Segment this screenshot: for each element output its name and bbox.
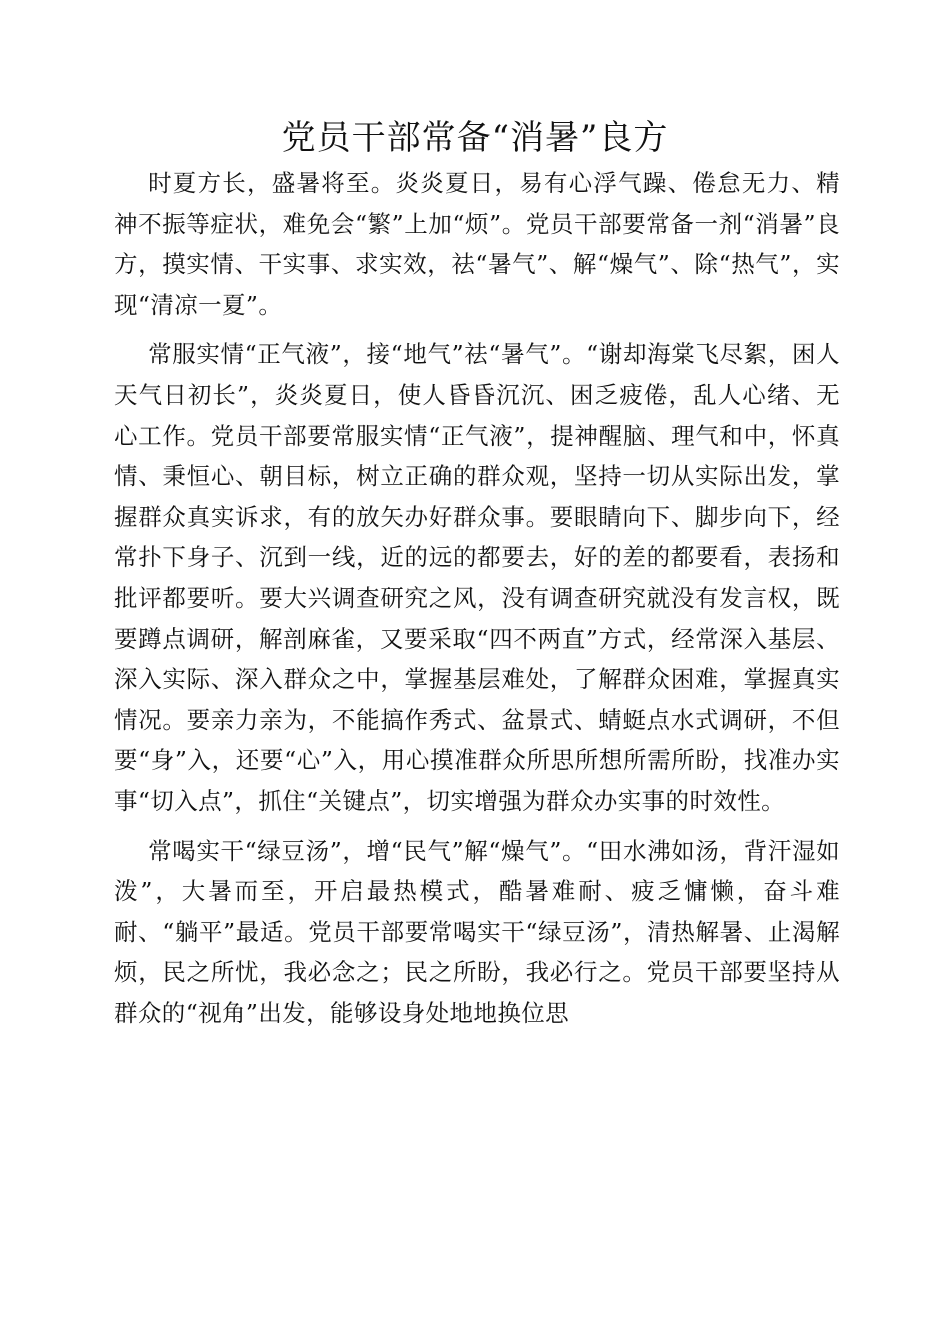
document-title: 党员干部常备“消暑”良方 <box>281 118 669 158</box>
paragraph-intro: 时夏方长，盛暑将至。炎炎夏日，易有心浮气躁、倦怠无力、精神不振等症状，难免会“繁”上加“烦”。党员干部要常备一剂“消暑”良方，摸实情、干实事、求实效，祛“暑气”、解“燥气”、除“热气”，实现“清凉一夏”。 <box>114 169 840 319</box>
paragraph-zhengqiye: 常服实情“正气液”，接“地气”祛“暑气”。“谢却海棠飞尽絮，困人天气日初长”，炎炎夏日，使人昏昏沉沉、困乏疲倦，乱人心绪、无心工作。党员干部要常服实情“正气液”，提神醒脑、理气和中，怀真情、秉恒心、朝目标，树立正确的群众观，坚持一切从实际出发，掌握群众真实诉求，有的放矢办好群众事。要眼睛向下、脚步向下，经常扑下身子、沉到一线，近的远的都要去，好的差的都要看，表扬和批评都要听。要大兴调查研究之风，没有调查研究就没有发言权，既要蹲点调研，解剖麻雀，又要采取“四不两直”方式，经常深入基层、深入实际、深入群众之中，掌握基层难处，了解群众困难，掌握真实情况。要亲力亲为，不能搞作秀式、盆景式、蜻蜓点水式调研，不但要“身”入，还要“心”入，用心摸准群众所思所想所需所盼，找准办实事“切入点”，抓住“关键点”，切实增强为群众办实事的时效性。 <box>114 340 840 815</box>
paragraph-ludoutang: 常喝实干“绿豆汤”，增“民气”解“燥气”。“田水沸如汤，背汗湿如泼”，大暑而至，开启最热模式，酷暑难耐、疲乏慵懒，奋斗难耐、“躺平”最适。党员干部要常喝实干“绿豆汤”，清热解暑、止渴解烦，民之所忧，我必念之；民之所盼，我必行之。党员干部要坚持从群众的“视角”出发，能够设身处地地换位思 <box>114 836 840 1027</box>
document-body <box>114 163 840 1042</box>
